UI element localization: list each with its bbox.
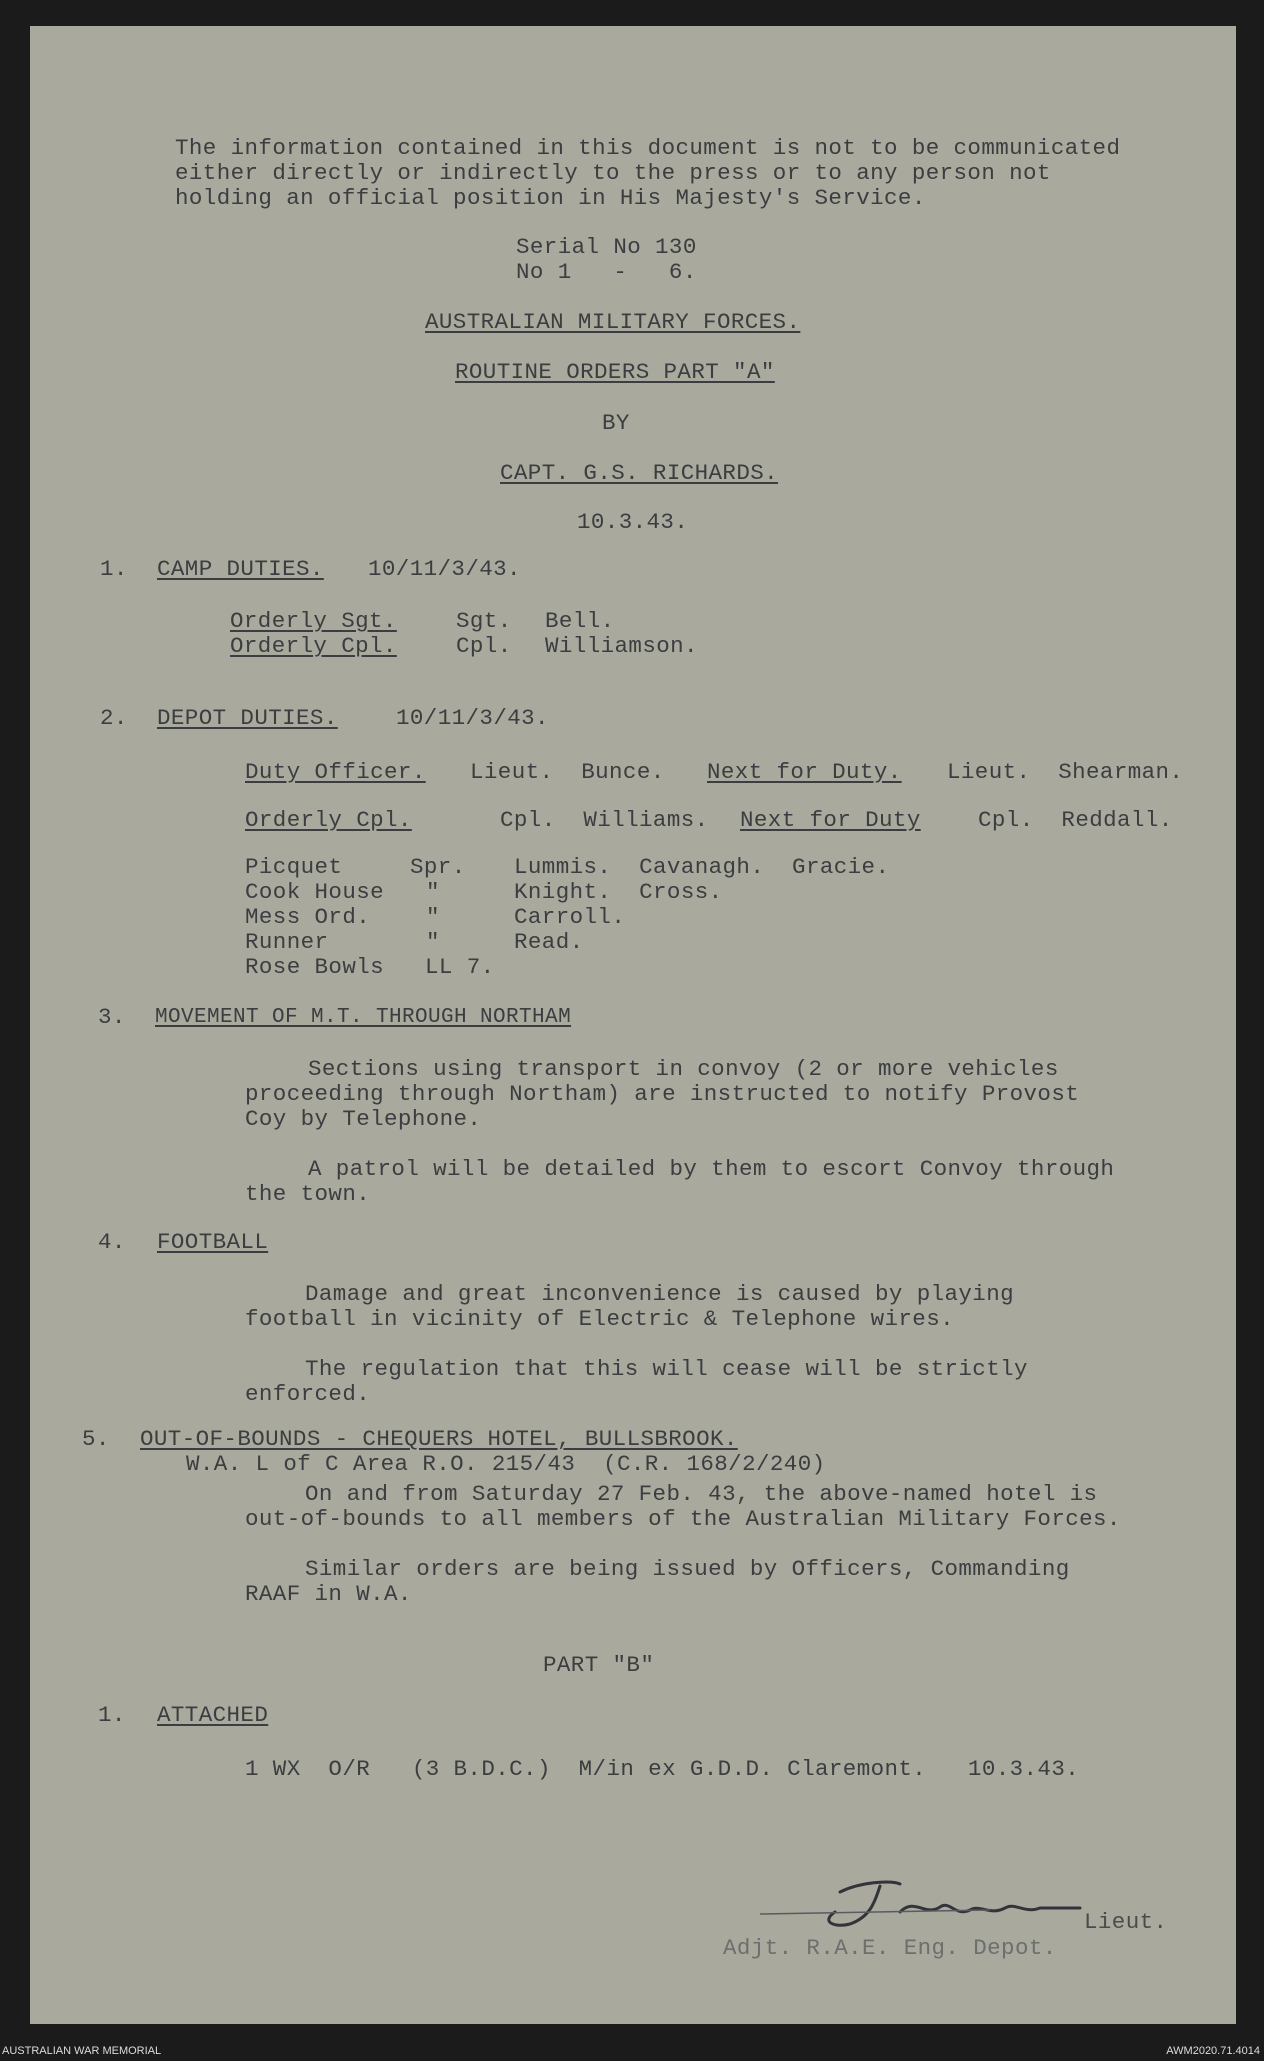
item-title: OUT-OF-BOUNDS - CHEQUERS HOTEL, BULLSBROOK.	[140, 1426, 738, 1452]
duty-role: Orderly Cpl.	[230, 633, 397, 659]
paragraph-line: RAAF in W.A.	[245, 1581, 412, 1607]
item-title: CAMP DUTIES.	[157, 556, 324, 582]
signatory-appointment: Adjt. R.A.E. Eng. Depot.	[723, 1935, 1057, 1961]
paragraph-line: On and from Saturday 27 Feb. 43, the above-named hotel is	[305, 1481, 1098, 1507]
attached-line: 1 WX O/R (3 B.D.C.) M/in ex G.D.D. Claremont. 10.3.43.	[245, 1756, 1080, 1782]
item-date: 10/11/3/43.	[396, 705, 549, 731]
next-for-duty: Cpl. Reddall.	[978, 807, 1173, 833]
notice-line-1: The information contained in this document is not to be communicated	[175, 135, 1121, 161]
item-number: 5.	[82, 1426, 110, 1452]
duty-names: Read.	[514, 929, 584, 955]
duty-names: Carroll.	[514, 904, 626, 930]
footer-accession: AWM2020.71.4014	[1166, 2045, 1260, 2057]
duty-name: Bell.	[545, 608, 615, 634]
part-b-heading: PART "B"	[543, 1652, 655, 1678]
duty-rank: LL 7.	[425, 954, 495, 980]
notice-line-2: either directly or indirectly to the press or to any person not	[175, 160, 1051, 186]
duty-assigned: Lieut. Bunce.	[470, 759, 665, 785]
signatory-rank: Lieut.	[1084, 1909, 1168, 1935]
paragraph-line: A patrol will be detailed by them to escort Convoy through	[308, 1156, 1115, 1182]
item-number: 2.	[100, 705, 128, 731]
serial-number: Serial No 130	[516, 234, 697, 260]
paragraph-line: proceeding through Northam) are instructed to notify Provost	[245, 1081, 1080, 1107]
duty-names: Lummis. Cavanagh. Gracie.	[514, 854, 890, 880]
duty-rank: Sgt.	[456, 608, 512, 634]
duty-rank: "	[426, 879, 440, 905]
paragraph-line: Similar orders are being issued by Officers, Commanding	[305, 1556, 1070, 1582]
order-reference: W.A. L of C Area R.O. 215/43 (C.R. 168/2/240)	[186, 1451, 826, 1477]
item-number: 1.	[100, 556, 128, 582]
paragraph-line: football in vicinity of Electric & Telephone wires.	[245, 1306, 955, 1332]
duty-names: Knight. Cross.	[514, 879, 723, 905]
duty-role: Duty Officer.	[245, 759, 426, 785]
paragraph-line: Coy by Telephone.	[245, 1106, 482, 1132]
duty-assigned: Cpl. Williams.	[500, 807, 709, 833]
duty-role: Orderly Sgt.	[230, 608, 397, 634]
paragraph-line: Sections using transport in convoy (2 or more vehicles	[308, 1056, 1059, 1082]
item-number: 1.	[98, 1702, 126, 1728]
next-for-duty-label: Next for Duty	[740, 807, 921, 833]
next-for-duty-label: Next for Duty.	[707, 759, 902, 785]
duty-name: Williamson.	[545, 633, 698, 659]
paragraph-line: The regulation that this will cease will be strictly	[305, 1356, 1028, 1382]
paragraph-line: the town.	[245, 1181, 371, 1207]
item-number: 4.	[98, 1229, 126, 1255]
item-number: 3.	[98, 1004, 126, 1030]
next-for-duty: Lieut. Shearman.	[947, 759, 1184, 785]
item-date: 10/11/3/43.	[368, 556, 521, 582]
footer-source: AUSTRALIAN WAR MEMORIAL	[2, 2045, 162, 2057]
duty-role: Runner	[245, 929, 329, 955]
duty-rank: "	[426, 929, 440, 955]
item-title: ATTACHED	[157, 1702, 269, 1728]
duty-role: Mess Ord.	[245, 904, 371, 930]
duty-rank: "	[426, 904, 440, 930]
item-title: DEPOT DUTIES.	[157, 705, 338, 731]
orders-heading: ROUTINE ORDERS PART "A"	[455, 359, 775, 385]
handwritten-signature	[740, 1872, 1090, 1932]
serial-range: No 1 - 6.	[516, 259, 697, 285]
item-title: FOOTBALL	[157, 1229, 269, 1255]
notice-line-3: holding an official position in His Majesty's Service.	[175, 185, 926, 211]
duty-role: Cook House	[245, 879, 385, 905]
duty-role: Picquet	[245, 854, 343, 880]
duty-rank: Spr.	[410, 854, 466, 880]
paragraph-line: out-of-bounds to all members of the Australian Military Forces.	[245, 1506, 1121, 1532]
order-date: 10.3.43.	[577, 509, 689, 535]
paragraph-line: enforced.	[245, 1381, 371, 1407]
paragraph-line: Damage and great inconvenience is caused by playing	[305, 1281, 1015, 1307]
forces-heading: AUSTRALIAN MILITARY FORCES.	[425, 309, 801, 335]
duty-role: Rose Bowls	[245, 954, 385, 980]
officer-name: CAPT. G.S. RICHARDS.	[500, 460, 779, 486]
by-label: BY	[602, 410, 630, 436]
item-title: MOVEMENT OF M.T. THROUGH NORTHAM	[155, 1006, 572, 1029]
duty-rank: Cpl.	[456, 633, 512, 659]
duty-role: Orderly Cpl.	[245, 807, 412, 833]
